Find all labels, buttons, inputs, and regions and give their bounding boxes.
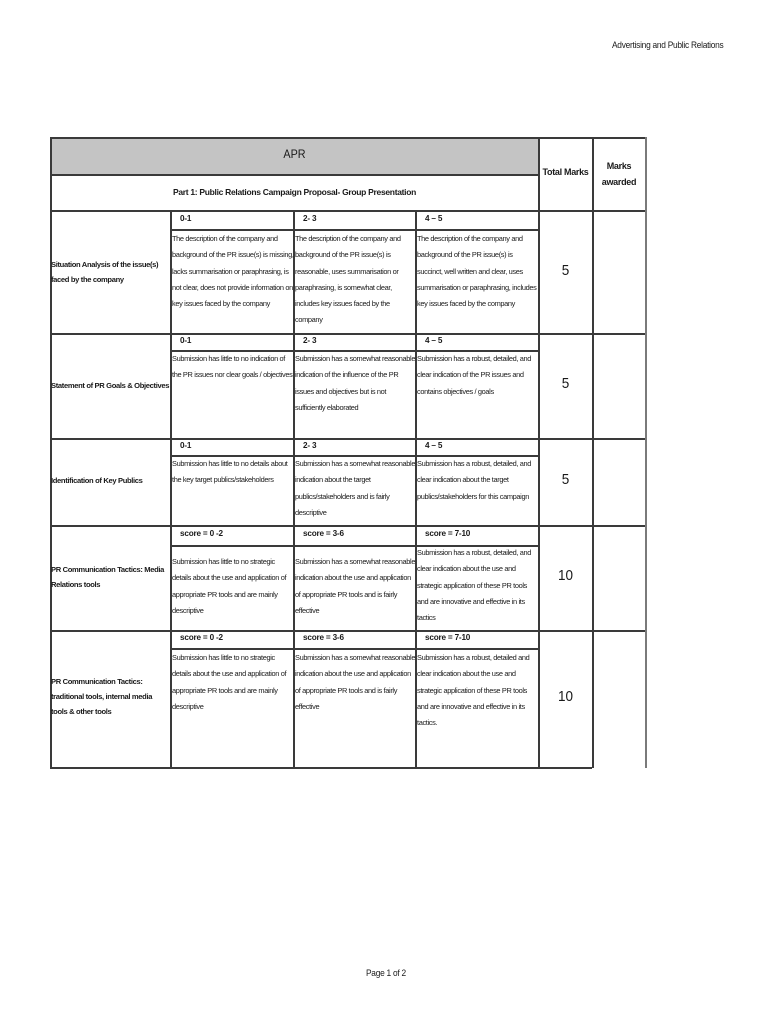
range-band-1: 0-1 xyxy=(180,336,192,345)
band-description: Submission has little to no strategic details about the use and application of appropriate PR tools and are mainly descriptive xyxy=(172,557,287,615)
band-description: Submission has a somewhat reasonable indication of the influence of the PR issues and objectives but is not sufficiently elaborated xyxy=(295,354,416,412)
border-top xyxy=(50,137,646,139)
range-band-2: 2- 3 xyxy=(303,441,317,450)
range-band-2: 2- 3 xyxy=(303,336,317,345)
band-description: Submission has a somewhat reasonable indication about the target publics/stakeholders and is fairly descriptive xyxy=(295,459,416,517)
range-band-1: score = 0 -2 xyxy=(180,529,223,538)
marks-awarded-header-line1: Marks xyxy=(606,161,632,171)
divider-row2 xyxy=(50,438,646,440)
range-band-2: 2- 3 xyxy=(303,214,317,223)
rubric-table xyxy=(50,137,646,769)
criterion-traditional-internal-tactics: PR Communication Tactics: traditional tools, internal media tools & other tools xyxy=(51,677,153,716)
marks-awarded-cell[interactable] xyxy=(592,526,646,630)
band-description: The description of the company and background of the PR issue(s) is reasonable, uses summarisation or paraphrasing, is somewhat clear, includes key issues faced by the company xyxy=(295,234,401,325)
total-marks-value: 5 xyxy=(561,471,570,488)
total-marks-value: 5 xyxy=(561,262,570,279)
band-description: The description of the company and background of the PR issue(s) is succinct, well written and clear, uses summarisation or paraphrasing, includes key issues faced by the company xyxy=(417,234,537,309)
total-marks-value: 5 xyxy=(561,375,570,392)
marks-awarded-cell[interactable] xyxy=(592,211,646,333)
criterion-key-publics: Identification of Key Publics xyxy=(51,476,143,485)
criterion-media-relations-tactics: PR Communication Tactics: Media Relations tools xyxy=(51,565,165,589)
band-description: Submission has a robust, detailed and clear indication about the use and strategic application of these PR tools and are innovative and effective in its tactics. xyxy=(417,653,530,728)
range-band-1: score = 0 -2 xyxy=(180,633,223,642)
marks-awarded-cell[interactable] xyxy=(592,631,646,767)
criterion-goals-objectives: Statement of PR Goals & Objectives xyxy=(51,381,170,390)
divider-row4 xyxy=(50,630,646,632)
total-marks-value: 10 xyxy=(557,567,574,584)
band-description: Submission has a robust, detailed, and clear indication of the PR issues and contains objectives / goals xyxy=(417,354,532,396)
range-band-3: score = 7-10 xyxy=(425,529,471,538)
band-description: Submission has little to no details about the key target publics/stakeholders xyxy=(172,459,288,485)
divider-title xyxy=(50,174,539,176)
band-description: Submission has a somewhat reasonable indication about the use and application of appropriate PR tools and is fairly effective xyxy=(295,557,416,615)
marks-awarded-header xyxy=(592,158,646,190)
rubric-title: APR xyxy=(283,147,306,161)
border-bottom xyxy=(50,767,592,769)
range-band-1: 0-1 xyxy=(180,441,192,450)
range-band-3: 4 – 5 xyxy=(425,214,443,223)
document-header: Advertising and Public Relations xyxy=(612,40,724,51)
range-band-2: score = 3-6 xyxy=(303,529,344,538)
band-description: The description of the company and background of the PR issue(s) is missing, lacks summarisation or paraphrasing, is not clear, does not provide information on key issues faced by the company xyxy=(172,234,294,309)
divider-header xyxy=(50,210,646,212)
range-band-2: score = 3-6 xyxy=(303,633,344,642)
divider-row1 xyxy=(50,333,646,335)
range-band-3: 4 – 5 xyxy=(425,336,443,345)
total-marks-value: 10 xyxy=(557,688,574,705)
rubric-subtitle: Part 1: Public Relations Campaign Proposal- Group Presentation xyxy=(172,187,417,197)
range-band-1: 0-1 xyxy=(180,214,192,223)
range-band-3: 4 – 5 xyxy=(425,441,443,450)
total-marks-header: Total Marks xyxy=(542,167,589,177)
band-description: Submission has a somewhat reasonable indication about the use and application of appropriate PR tools and is fairly effective xyxy=(295,653,416,711)
marks-awarded-cell[interactable] xyxy=(592,439,646,525)
criterion-situation-analysis: Situation Analysis of the issue(s) faced by the company xyxy=(51,260,159,284)
marks-awarded-cell[interactable] xyxy=(592,334,646,438)
range-band-3: score = 7-10 xyxy=(425,633,471,642)
band-description: Submission has a robust, detailed, and clear indication about the use and strategic application of these PR tools and are innovative and effective in its tactics xyxy=(417,548,532,623)
band-description: Submission has little to no indication of the PR issues nor clear goals / objectives xyxy=(172,354,293,380)
marks-awarded-header-line2: awarded xyxy=(601,177,637,187)
band-description: Submission has little to no strategic details about the use and application of appropriate PR tools and are mainly descriptive xyxy=(172,653,287,711)
band-description: Submission has a robust, detailed, and clear indication about the target publics/stakeholders for this campaign xyxy=(417,459,532,501)
divider-row3 xyxy=(50,525,646,527)
page-number: Page 1 of 2 xyxy=(366,968,406,979)
